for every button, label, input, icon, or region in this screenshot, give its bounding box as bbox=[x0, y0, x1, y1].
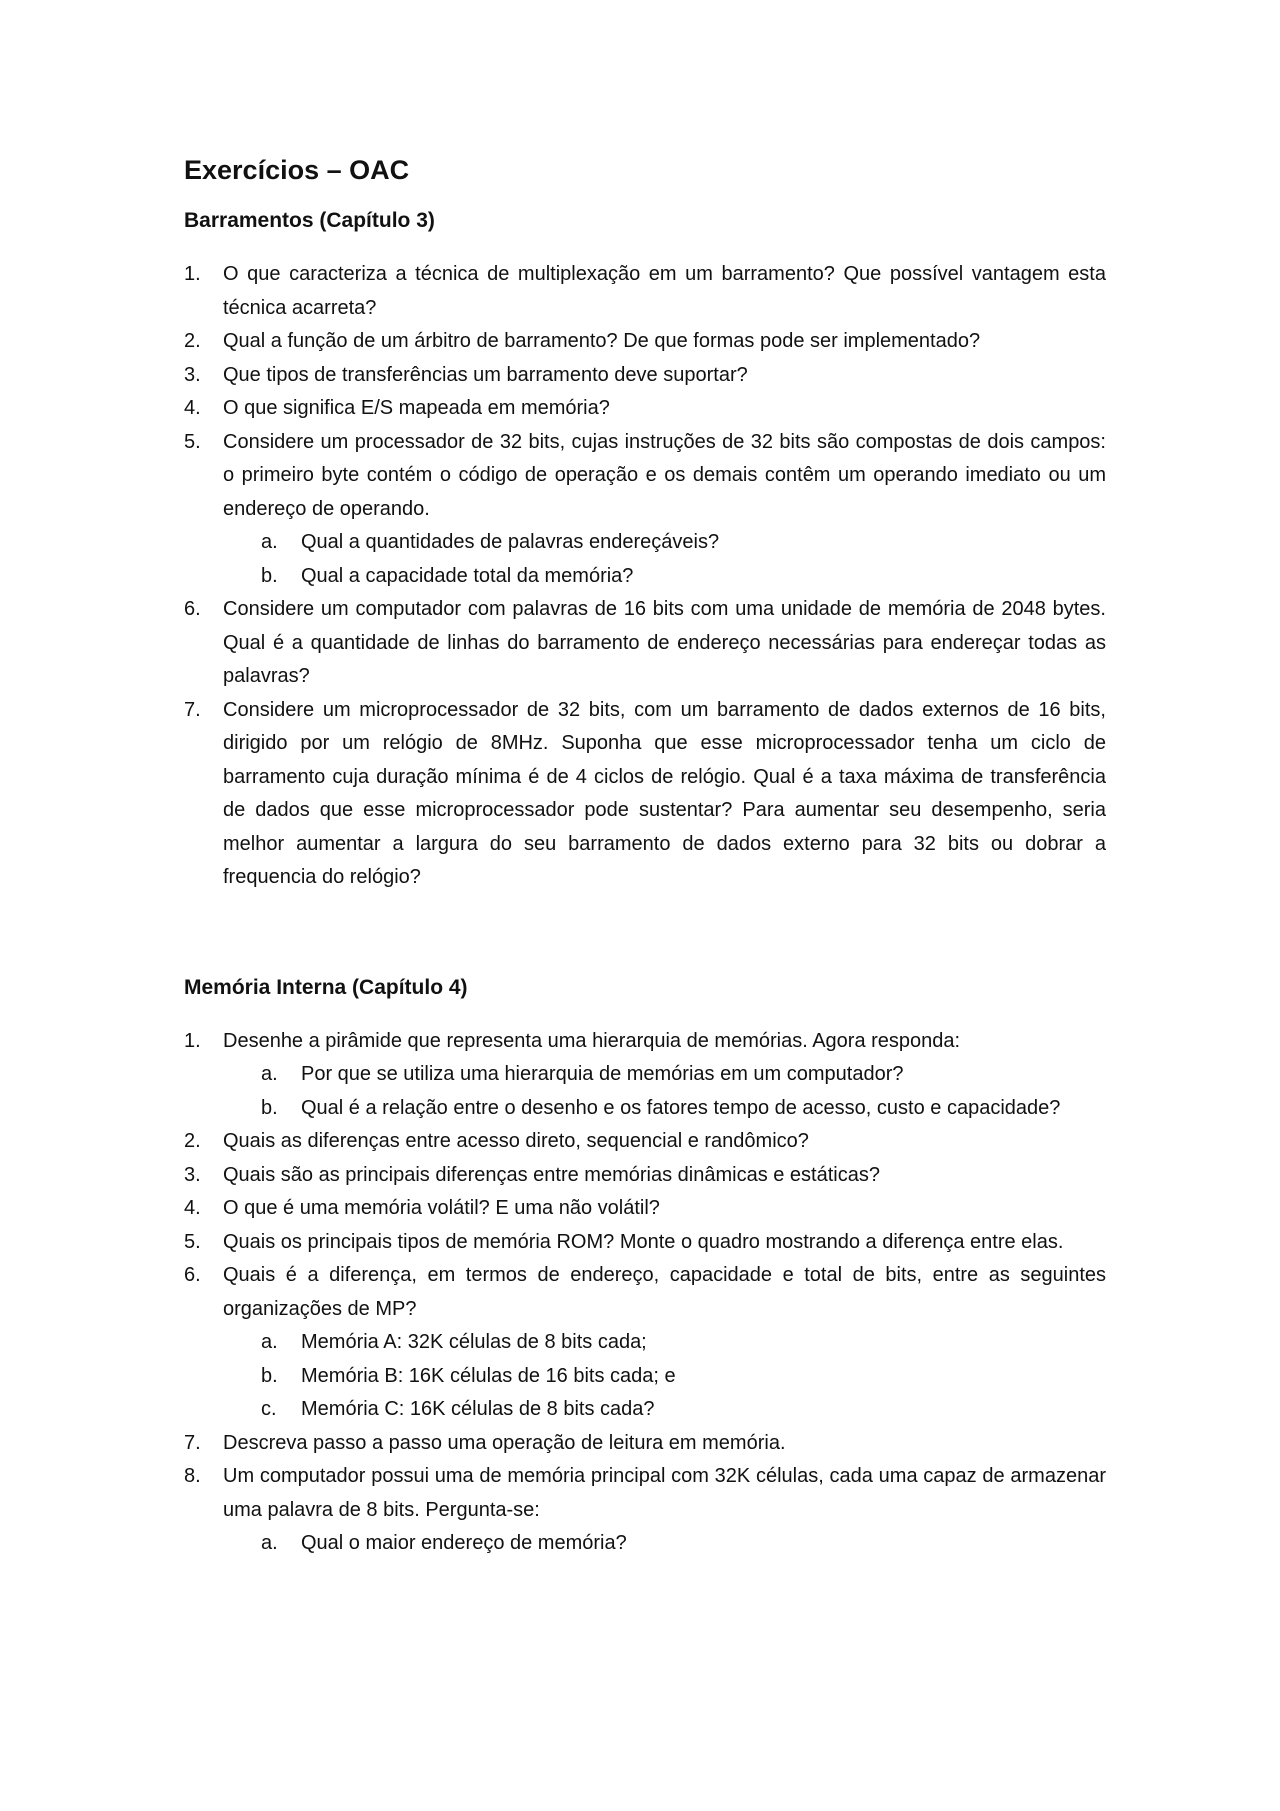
question-item bbox=[184, 359, 1106, 393]
sub-question-text: Por que se utiliza uma hierarquia de memórias em um computador? bbox=[301, 1063, 904, 1085]
question-item bbox=[184, 1025, 1106, 1126]
question-item bbox=[184, 1192, 1106, 1226]
question-number: 7. bbox=[184, 1431, 201, 1454]
question-text: Qual a função de um árbitro de barramento? De que formas pode ser implementado? bbox=[223, 330, 981, 352]
question-number: 3. bbox=[184, 1163, 201, 1186]
question-text: Que tipos de transferências um barramento deve suportar? bbox=[223, 363, 748, 386]
question-item bbox=[184, 1427, 1106, 1461]
document-title: Exercícios – OAC bbox=[184, 155, 410, 185]
question-text: Quais os principais tipos de memória ROM? Monte o quadro mostrando a diferença entre elas. bbox=[223, 1230, 1064, 1253]
document-content bbox=[184, 148, 1106, 1561]
sub-question-letter: b. bbox=[261, 1364, 278, 1387]
question-item bbox=[184, 426, 1106, 594]
sub-question-text: Qual o maior endereço de memória? bbox=[301, 1532, 627, 1554]
question-number: 2. bbox=[184, 1130, 201, 1152]
question-item bbox=[184, 1159, 1106, 1193]
question-text: Desenhe a pirâmide que representa uma hierarquia de memórias. Agora responda: bbox=[223, 1029, 961, 1052]
sub-question-item bbox=[223, 1092, 1106, 1126]
question-number: 6. bbox=[184, 598, 201, 620]
question-text: Quais as diferenças entre acesso direto, sequencial e randômico? bbox=[223, 1130, 809, 1152]
sub-question-letter: b. bbox=[261, 564, 278, 587]
sub-question-text: Memória B: 16K células de 16 bits cada; e bbox=[301, 1364, 676, 1387]
question-number: 1. bbox=[184, 263, 201, 285]
sub-question-letter: b. bbox=[261, 1096, 278, 1119]
sub-question-list bbox=[223, 1058, 1106, 1125]
sub-question-letter: c. bbox=[261, 1398, 277, 1420]
question-number: 2. bbox=[184, 330, 201, 352]
question-number: 3. bbox=[184, 363, 201, 386]
question-item bbox=[184, 593, 1106, 694]
sub-question-letter: a. bbox=[261, 531, 278, 553]
sub-question-text: Memória C: 16K células de 8 bits cada? bbox=[301, 1398, 655, 1420]
question-number: 1. bbox=[184, 1029, 201, 1052]
sub-question-item bbox=[223, 560, 1106, 594]
sub-question-item bbox=[223, 1393, 1106, 1427]
sub-question-letter: a. bbox=[261, 1063, 278, 1085]
sub-question-list bbox=[223, 1326, 1106, 1427]
question-item bbox=[184, 325, 1106, 359]
question-item bbox=[184, 1125, 1106, 1159]
sub-question-text: Memória A: 32K células de 8 bits cada; bbox=[301, 1331, 647, 1353]
question-number: 5. bbox=[184, 430, 201, 453]
question-item bbox=[184, 392, 1106, 426]
question-text: Um computador possui uma de memória principal com 32K células, cada uma capaz de armazenar uma palavra de 8 bits. Pergunta-se: bbox=[223, 1465, 1106, 1521]
sub-question-item bbox=[223, 1058, 1106, 1092]
sub-question-list bbox=[223, 526, 1106, 593]
question-item bbox=[184, 1460, 1106, 1561]
question-text: Considere um processador de 32 bits, cujas instruções de 32 bits são compostas de dois campos: o primeiro byte contém o código de operação e os demais contêm um operando imediato ou um endereço de operando. bbox=[223, 430, 1106, 520]
section-heading-memoria-interna: Memória Interna (Capítulo 4) bbox=[184, 975, 468, 999]
question-text: Considere um microprocessador de 32 bits, com um barramento de dados externos de 16 bits, dirigido por um relógio de 8MHz. Suponha que esse microprocessador tenha um ciclo de barramento cuja duração mínima é de 4 ciclos de relógio. Qual é a taxa máxima de transferência de dados que esse microprocessador pode sustentar? Para aumentar seu desempenho, seria melhor aumentar a largura do seu barramento de dados externo para 32 bits ou dobrar a frequencia do relógio? bbox=[223, 698, 1106, 888]
question-text: Quais são as principais diferenças entre memórias dinâmicas e estáticas? bbox=[223, 1163, 880, 1186]
question-number: 4. bbox=[184, 397, 201, 419]
question-number: 5. bbox=[184, 1230, 201, 1253]
sub-question-text: Qual é a relação entre o desenho e os fatores tempo de acesso, custo e capacidade? bbox=[301, 1096, 1061, 1119]
question-list-memoria-interna bbox=[184, 1025, 1106, 1561]
question-number: 6. bbox=[184, 1264, 201, 1286]
question-item bbox=[184, 258, 1106, 325]
question-number: 4. bbox=[184, 1197, 201, 1219]
question-text: O que caracteriza a técnica de multiplexação em um barramento? Que possível vantagem esta técnica acarreta? bbox=[223, 263, 1106, 319]
question-text: Considere um computador com palavras de 16 bits com uma unidade de memória de 2048 bytes. Qual é a quantidade de linhas do barramento de endereço necessárias para endereçar todas as palavras? bbox=[223, 598, 1106, 687]
sub-question-text: Qual a capacidade total da memória? bbox=[301, 564, 634, 587]
sub-question-item bbox=[223, 1326, 1106, 1360]
question-list-barramentos bbox=[184, 258, 1106, 895]
section-heading-barramentos: Barramentos (Capítulo 3) bbox=[184, 209, 435, 232]
sub-question-letter: a. bbox=[261, 1532, 278, 1554]
question-text: Quais é a diferença, em termos de endereço, capacidade e total de bits, entre as seguintes organizações de MP? bbox=[223, 1264, 1106, 1320]
question-text: Descreva passo a passo uma operação de leitura em memória. bbox=[223, 1431, 786, 1454]
sub-question-item bbox=[223, 1527, 1106, 1561]
question-item bbox=[184, 694, 1106, 895]
sub-question-item bbox=[223, 526, 1106, 560]
sub-question-item bbox=[223, 1360, 1106, 1394]
question-text: O que é uma memória volátil? E uma não volátil? bbox=[223, 1197, 660, 1219]
sub-question-letter: a. bbox=[261, 1331, 278, 1353]
sub-question-text: Qual a quantidades de palavras endereçáveis? bbox=[301, 531, 720, 553]
sub-question-list bbox=[223, 1527, 1106, 1561]
question-number: 7. bbox=[184, 698, 201, 721]
question-number: 8. bbox=[184, 1465, 201, 1487]
question-item bbox=[184, 1259, 1106, 1427]
question-item bbox=[184, 1226, 1106, 1260]
question-text: O que significa E/S mapeada em memória? bbox=[223, 397, 610, 419]
